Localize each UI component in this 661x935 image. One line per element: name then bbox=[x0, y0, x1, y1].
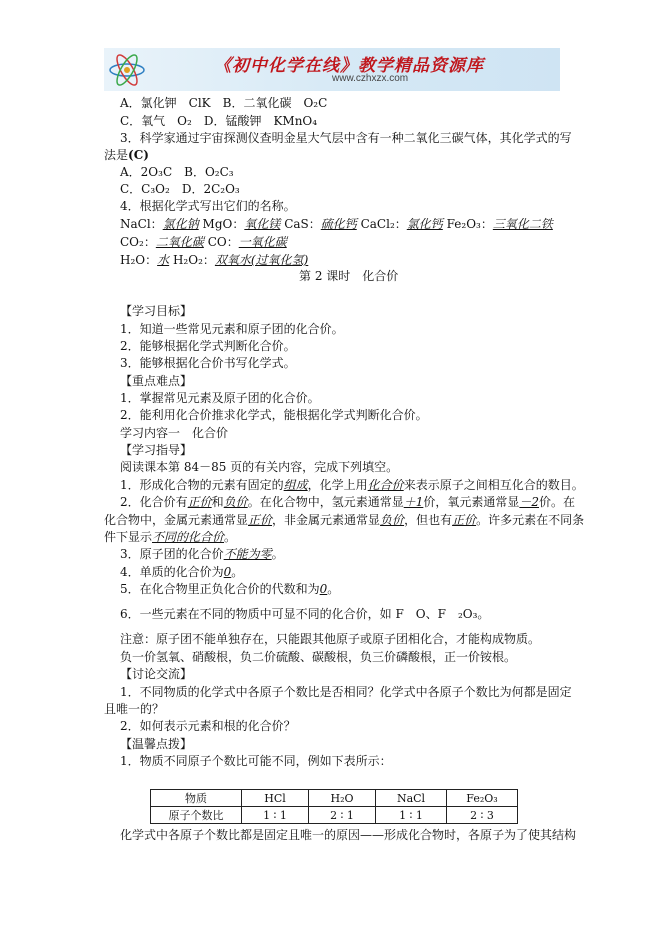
body-text: 。 bbox=[224, 530, 237, 544]
section-heading: 【学习指导】 bbox=[120, 443, 193, 457]
handwritten-answer: 双氧水(过氧化氢) bbox=[214, 253, 309, 267]
atom-logo-icon bbox=[107, 50, 147, 90]
list-item: 2．能够根据化学式判断化合价。 bbox=[120, 339, 296, 353]
body-text: ，化学上用 bbox=[307, 478, 368, 492]
section-heading: 【重点难点】 bbox=[120, 374, 193, 388]
handwritten-answer: 不同的化合价 bbox=[152, 530, 225, 544]
handwritten-answer: 不能为零 bbox=[223, 547, 272, 561]
table-row bbox=[151, 807, 518, 824]
formula-text: CaCl₂： bbox=[360, 217, 407, 231]
formula-text: H₂O： bbox=[120, 253, 158, 267]
table-row-label: 原子个数比 bbox=[151, 807, 242, 824]
body-text: 件下显示 bbox=[104, 530, 153, 544]
fill-blank-line bbox=[120, 581, 339, 597]
body-text: 价，氧元素通常显 bbox=[423, 495, 520, 509]
handwritten-answer: 0 bbox=[319, 582, 328, 596]
option-line: A．2O₃C B．O₂C₃ bbox=[120, 165, 234, 179]
table-header-cell: H₂O bbox=[309, 790, 376, 807]
question-line: 4．根据化学式写出它们的名称。 bbox=[120, 199, 296, 213]
handwritten-answer: 二氧化碳 bbox=[155, 235, 204, 249]
handwritten-answer: 负价 bbox=[380, 513, 405, 527]
formula-text: NaCl： bbox=[120, 217, 163, 231]
table-cell: 2 ∶ 1 bbox=[309, 807, 376, 824]
fill-blank-line bbox=[104, 529, 236, 545]
formula-text: CaS： bbox=[284, 217, 321, 231]
body-text: 价。在 bbox=[539, 495, 576, 509]
body-text: 2．化合价有 bbox=[120, 495, 188, 509]
body-text: ，但也有 bbox=[404, 513, 453, 527]
table-header-cell: Fe₂O₃ bbox=[447, 790, 518, 807]
section-heading: 【学习目标】 bbox=[120, 304, 193, 318]
list-item: 3．能够根据化合价书写化学式。 bbox=[120, 356, 296, 370]
section-title: 第 2 课时 化合价 bbox=[299, 269, 399, 283]
answer-line bbox=[120, 216, 553, 232]
table-header-cell: NaCl bbox=[376, 790, 447, 807]
formula-text: H₂O₂： bbox=[172, 253, 215, 267]
formula-text: Fe₂O₃： bbox=[446, 217, 493, 231]
handwritten-answer: 三氧化二铁 bbox=[492, 217, 553, 231]
body-text: 。 bbox=[327, 582, 340, 596]
table-cell: 1 ∶ 1 bbox=[242, 807, 309, 824]
question-line bbox=[104, 147, 149, 163]
body-text: 5．在化合物里正负化合价的代数和为 bbox=[120, 582, 320, 596]
answer-line bbox=[120, 234, 287, 250]
formula-text: CO₂： bbox=[120, 235, 156, 249]
option-line: C．氧气 O₂ D．锰酸钾 KMnO₄ bbox=[120, 114, 318, 128]
body-text: 。许多元素在不同条 bbox=[476, 513, 585, 527]
body-line: 负一价氢氧、硝酸根，负二价硫酸、碳酸根，负三价磷酸根，正一价铵根。 bbox=[120, 650, 517, 664]
banner-url: www.czhxzx.com bbox=[332, 73, 409, 84]
list-item: 1．知道一些常见元素和原子团的化合价。 bbox=[120, 322, 344, 336]
fill-blank-line bbox=[120, 494, 575, 510]
body-line: 1．物质不同原子个数比可能不同，例如下表所示： bbox=[120, 754, 392, 768]
handwritten-answer: 正价 bbox=[187, 495, 212, 509]
body-line: 6．一些元素在不同的物质中可显不同的化合价，如 F O、F ₂O₃。 bbox=[120, 607, 490, 621]
handwritten-answer: 氧化镁 bbox=[244, 217, 281, 231]
table-cell: 1 ∶ 1 bbox=[376, 807, 447, 824]
body-text: ，非金属元素通常显 bbox=[272, 513, 381, 527]
question-line: 2．如何表示元素和根的化合价？ bbox=[120, 719, 296, 733]
handwritten-answer: 氯化钠 bbox=[162, 217, 199, 231]
fill-blank-line bbox=[120, 546, 284, 562]
question-line: 1．不同物质的化学式中各原子个数比是否相同？化学式中各原子个数比为何都是固定 bbox=[120, 685, 572, 699]
fill-blank-line bbox=[120, 564, 243, 580]
handwritten-answer: 水 bbox=[157, 253, 170, 267]
body-line: 注意：原子团不能单独存在，只能跟其他原子或原子团相化合，才能构成物质。 bbox=[120, 632, 541, 646]
question-text: 法是 bbox=[104, 148, 129, 162]
body-text: 。在化合物中，氢元素通常显 bbox=[247, 495, 404, 509]
handwritten-answer: 氯化钙 bbox=[406, 217, 443, 231]
body-text: 化合物中，金属元素通常显 bbox=[104, 513, 249, 527]
handwritten-answer: 正价 bbox=[452, 513, 477, 527]
option-line: C．C₃O₂ D．2C₂O₃ bbox=[120, 182, 240, 196]
handwritten-answer: 组成 bbox=[283, 478, 308, 492]
formula-text: MgO： bbox=[202, 217, 245, 231]
handwritten-answer: 正价 bbox=[248, 513, 273, 527]
body-text: 和 bbox=[211, 495, 224, 509]
body-text: 。 bbox=[271, 547, 284, 561]
subsection-title: 学习内容一 化合价 bbox=[120, 426, 229, 440]
question-line: 且唯一的？ bbox=[104, 702, 165, 716]
list-item: 1．掌握常见元素及原子团的化合价。 bbox=[120, 391, 320, 405]
table-cell: 2 ∶ 3 bbox=[447, 807, 518, 824]
section-heading: 【讨论交流】 bbox=[120, 667, 193, 681]
handwritten-answer: ＋1 bbox=[403, 495, 424, 509]
fill-blank-line bbox=[104, 512, 584, 528]
body-text: 3．原子团的化合价 bbox=[120, 547, 224, 561]
answer-line bbox=[120, 252, 308, 268]
instruction-text: 阅读课本第 84－85 页的有关内容，完成下列填空。 bbox=[120, 460, 399, 474]
atom-ratio-table bbox=[150, 789, 518, 824]
list-item: 2．能利用化合价推求化学式，能根据化学式判断化合价。 bbox=[120, 408, 428, 422]
handwritten-answer: 一氧化碳 bbox=[238, 235, 287, 249]
handwritten-answer: 化合价 bbox=[367, 478, 404, 492]
body-text: 4．单质的化合价为 bbox=[120, 565, 224, 579]
answer-text: (C) bbox=[128, 148, 149, 162]
banner-title: 《初中化学在线》教学精品资源库 bbox=[214, 56, 484, 76]
handwritten-answer: －2 bbox=[519, 495, 539, 509]
table-header-cell: 物质 bbox=[151, 790, 242, 807]
table-header-cell: HCl bbox=[242, 790, 309, 807]
handwritten-answer: 硫化钙 bbox=[320, 217, 357, 231]
body-line: 化学式中各原子个数比都是固定且唯一的原因——形成化合物时，各原子为了使其结构 bbox=[120, 828, 577, 842]
option-line: A．氯化钾 ClK B．二氧化碳 O₂C bbox=[120, 96, 328, 110]
formula-text: CO： bbox=[207, 235, 239, 249]
body-text: 来表示原子之间相互化合的数目。 bbox=[403, 478, 584, 492]
body-text: 1．形成化合物的元素有固定的 bbox=[120, 478, 284, 492]
body-text: 。 bbox=[231, 565, 244, 579]
fill-blank-line bbox=[120, 477, 584, 493]
table-row bbox=[151, 790, 518, 807]
section-heading: 【温馨点拨】 bbox=[120, 737, 193, 751]
question-line: 3．科学家通过宇宙探测仪查明金星大气层中含有一种二氧化三碳气体，其化学式的写 bbox=[120, 131, 572, 145]
header-banner bbox=[104, 48, 560, 91]
handwritten-answer: 负价 bbox=[223, 495, 248, 509]
handwritten-answer: 0 bbox=[223, 565, 232, 579]
